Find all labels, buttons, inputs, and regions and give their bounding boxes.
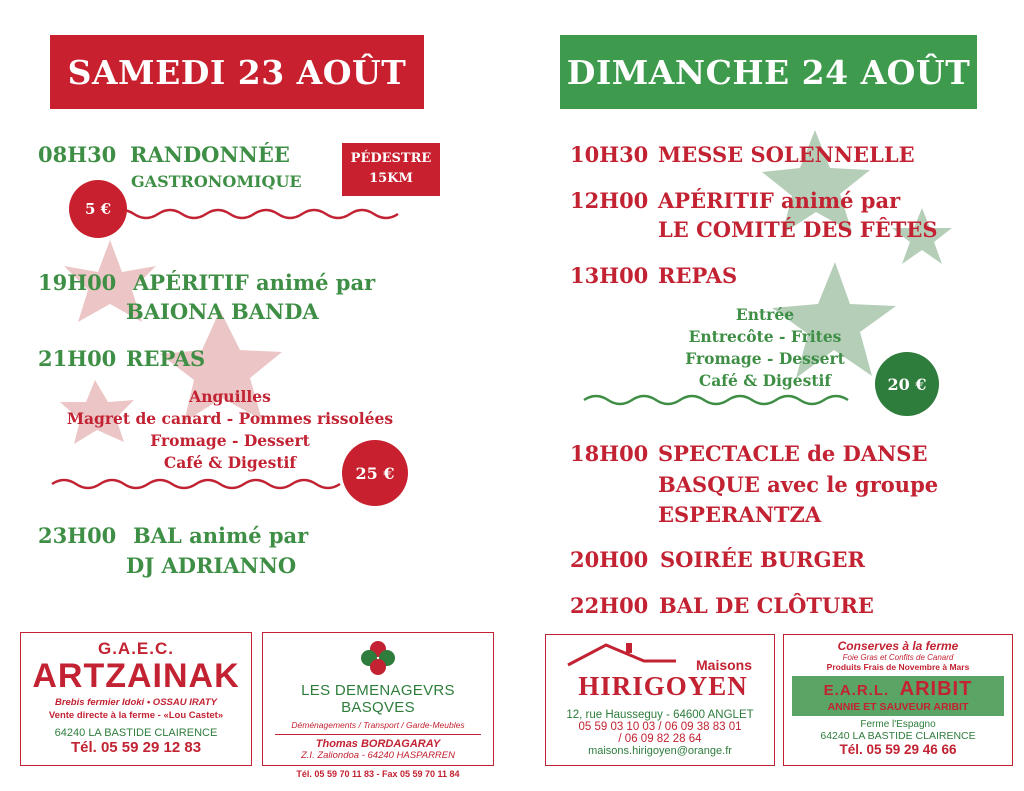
- ad-hirigoyen-name: HIRIGOYEN: [578, 671, 748, 701]
- spectacle-group: ESPERANTZA: [658, 502, 822, 527]
- house-logo-icon: [566, 641, 686, 667]
- rando-badge: [342, 143, 440, 196]
- ad-aribit-banner: [792, 676, 1004, 716]
- rando-badge-line2: 15KM: [369, 171, 413, 186]
- menu-item: Fromage - Dessert: [685, 349, 845, 368]
- sat-bal-title: BAL animé par: [133, 523, 309, 548]
- ad-aribit-earl: E.A.R.L.: [823, 682, 890, 699]
- ad-hirigoyen-phone2: / 06 09 82 28 64: [618, 733, 702, 745]
- ad-aribit-phone: Tél. 05 59 29 46 66: [839, 742, 957, 757]
- wavy-line: [52, 480, 340, 488]
- ad-aribit-ferme: Ferme l'Espagno: [860, 719, 936, 730]
- menu-item: Fromage - Dessert: [150, 431, 310, 450]
- rando-time: 08H30: [38, 142, 117, 167]
- ad-hirigoyen-address: 12, rue Hausseguy - 64600 ANGLET: [566, 709, 754, 721]
- sun-repas-price-badge: 20 €: [875, 352, 939, 416]
- spectacle-line2: BASQUE avec le groupe: [658, 472, 939, 497]
- ad-aribit: [783, 634, 1013, 766]
- messe-title: MESSE SOLENNELLE: [658, 142, 915, 167]
- sat-aperitif-band: BAIONA BANDA: [126, 299, 319, 324]
- sun-repas-menu: [665, 304, 865, 392]
- sun-aperitif-title: APÉRITIF animé par: [658, 188, 901, 213]
- sat-aperitif-time: 19H00: [38, 270, 117, 295]
- clover-logo-icon: [359, 639, 397, 677]
- sat-aperitif-title: APÉRITIF animé par: [133, 270, 376, 295]
- sun-repas-time: 13H00: [570, 263, 649, 288]
- spectacle-time: 18H00: [570, 441, 649, 466]
- sun-aperitif-comite: LE COMITÉ DES FÊTES: [658, 217, 938, 242]
- ad-aribit-address: 64240 LA BASTIDE CLAIRENCE: [820, 730, 976, 742]
- wavy-line: [110, 210, 398, 218]
- menu-item: Magret de canard - Pommes rissolées: [66, 409, 394, 428]
- rando-price-badge: 5 €: [69, 180, 127, 238]
- cloture-time: 22H00: [570, 593, 649, 618]
- ad-demenageurs-contact: Thomas BORDAGARAY: [315, 738, 441, 750]
- rando-title: RANDONNÉE: [130, 142, 290, 167]
- ad-aribit-name: ARIBIT: [899, 678, 973, 700]
- ad-artzainak-vente: Vente directe à la ferme - «Lou Castet»: [48, 710, 224, 721]
- sun-repas-title: REPAS: [658, 263, 738, 288]
- ad-demenageurs: [262, 632, 494, 779]
- ad-aribit-owners: ANNIE ET SAUVEUR ARIBIT: [827, 701, 969, 713]
- cloture-title: BAL DE CLÔTURE: [659, 593, 874, 618]
- sun-aperitif-time: 12H00: [570, 188, 649, 213]
- sat-bal-dj: DJ ADRIANNO: [126, 553, 297, 578]
- sat-repas-price-badge: 25 €: [342, 440, 408, 506]
- ad-hirigoyen-phone1: 05 59 03 10 03 / 06 09 38 83 01: [578, 721, 742, 733]
- messe-time: 10H30: [570, 142, 649, 167]
- ad-artzainak-gaec: G.A.E.C.: [97, 639, 174, 658]
- ad-hirigoyen: [545, 634, 775, 766]
- ad-artzainak-address: 64240 LA BASTIDE CLAIRENCE: [54, 727, 218, 739]
- sat-bal-time: 23H00: [38, 523, 117, 548]
- ad-artzainak: [20, 632, 252, 766]
- menu-item: Café & Digestif: [698, 371, 832, 390]
- rando-badge-line1: PÉDESTRE: [350, 151, 432, 166]
- ad-demenageurs-address: Z.I. Zaliondoa - 64240 HASPARREN: [300, 750, 455, 761]
- sunday-banner: DIMANCHE 24 AOÛT: [560, 35, 977, 109]
- saturday-banner: SAMEDI 23 AOÛT: [50, 35, 424, 109]
- rando-subtitle: GASTRONOMIQUE: [131, 172, 302, 191]
- ad-aribit-conserves: Conserves à la ferme: [837, 639, 959, 653]
- menu-item: Café & Digestif: [163, 453, 297, 472]
- ad-artzainak-name: ARTZAINAK: [32, 657, 240, 695]
- sat-repas-time: 21H00: [38, 346, 117, 371]
- menu-item: Entrée: [735, 305, 795, 324]
- spectacle-title: SPECTACLE de DANSE: [658, 441, 928, 466]
- burger-time: 20H00: [570, 547, 649, 572]
- burger-title: SOIRÉE BURGER: [660, 547, 865, 572]
- ad-artzainak-desc: Brebis fermier Idoki • OSSAU IRATY: [54, 697, 218, 708]
- ad-aribit-produits: Produits Frais de Novembre à Mars: [826, 662, 970, 672]
- ad-demenageurs-phone: Tél. 05 59 70 11 83 - Fax 05 59 70 11 84: [296, 769, 460, 779]
- wavy-line: [584, 396, 848, 404]
- ad-artzainak-phone: Tél. 05 59 29 12 83: [70, 739, 202, 756]
- ad-hirigoyen-email: maisons.hirigoyen@orange.fr: [588, 745, 732, 757]
- ad-demenageurs-name: LES DEMENAGEVRS BASQVES: [301, 682, 455, 716]
- ad-hirigoyen-maisons: Maisons: [696, 657, 753, 673]
- ad-aribit-foie-gras: Foie Gras et Confits de Canard: [842, 653, 954, 662]
- ad-demenageurs-services: Déménagements / Transport / Garde-Meubles: [275, 720, 481, 735]
- sat-repas-title: REPAS: [126, 346, 206, 371]
- menu-item: Anguilles: [189, 387, 271, 406]
- menu-item: Entrecôte - Frites: [688, 327, 842, 346]
